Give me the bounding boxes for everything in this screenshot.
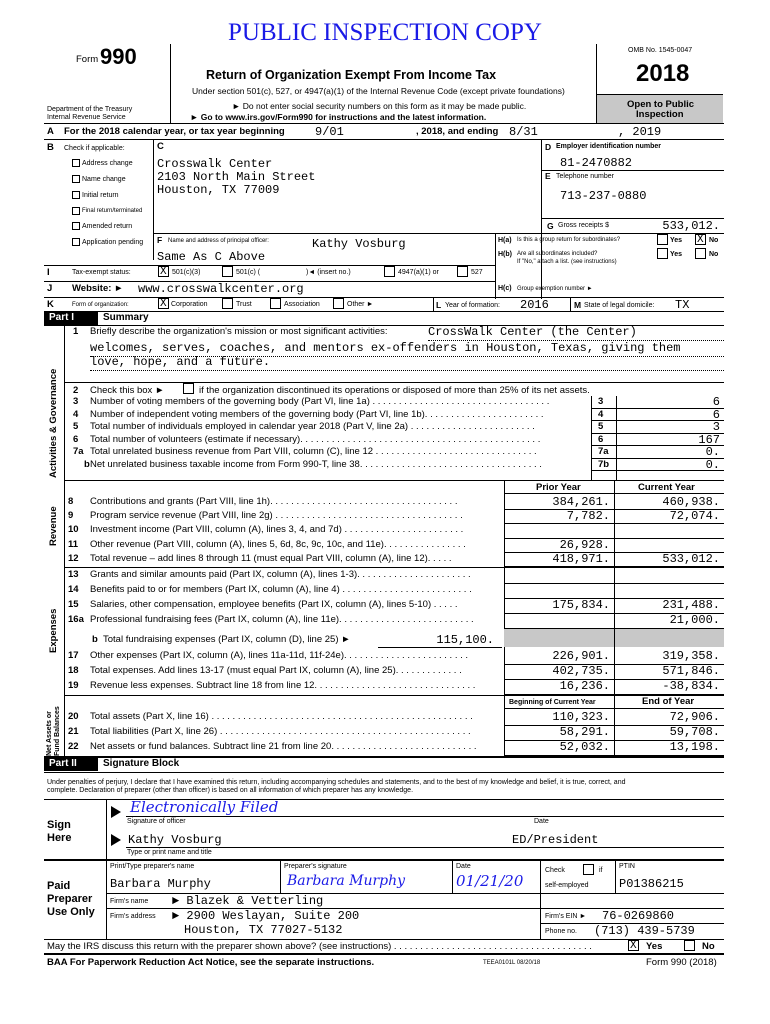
side-revenue: Revenue [48,506,59,546]
type-name-label: Type or print name and title [127,849,212,856]
omb-number: OMB No. 1545-0047 [628,47,693,54]
fin-line-text: Benefits paid to or for members (Part IX, column (A), line 4) . . . . . . . . . . . . . . . . . . . . . . . . . [90,585,472,595]
gov-line-value: 167 [698,432,720,447]
perjury-line-2: complete. Declaration of preparer (other than officer) is based on all information of which preparer has any knowledge. [47,787,414,794]
gov-line-text: Total number of volunteers (estimate if necessary). . . . . . . . . . . . . . . . . . . . . . . . . . . . . . . . . . . . . . . . . . . . . . [90,434,541,444]
line-f-text: Name and address of principal officer: [168,238,269,244]
baa-notice: BAA For Paperwork Reduction Act Notice, see the separate instructions. [47,957,375,968]
dept-irs: Internal Revenue Service [47,114,126,121]
trust-checkbox[interactable] [222,298,233,309]
current-year-header: Current Year [638,482,695,493]
form-code: TEEA0101L 08/20/18 [483,960,541,966]
527-checkbox[interactable] [457,266,468,277]
form-subtitle: Under section 501(c), 527, or 4947(a)(1) of the Internal Revenue Code (except private foundations) [192,86,565,96]
line16b-shaded-prior [504,629,614,647]
gov-line-value: 3 [712,420,720,434]
preparer-date-label: Date [456,863,471,870]
subordinates-yes-checkbox[interactable] [657,248,668,259]
firm-name: ► Blazek & Vetterling [172,894,324,908]
preparer-name: Barbara Murphy [110,877,211,891]
gov-line-text: Number of voting members of the governing body (Part VI, line 1a) . . . . . . . . . . . . . . . . . . . . . . . . . . . . . . . . . . [90,397,550,407]
sign-arrow-icon [111,806,121,818]
line-hb-text: Are all subordinates included? [517,251,598,257]
gov-line-text: Number of independent voting members of the governing body (Part VI, line 1b). . . . . . . . . . . . . . . . . . . . . . . [90,409,544,419]
fin-line-text: Other revenue (Part VIII, column (A), lines 5, 6d, 8c, 9c, 10c, and 11e). . . . . . . . . . . . . . . . [90,539,466,550]
discuss-no-checkbox[interactable] [684,940,695,951]
line-ha-text: Is this a group return for subordinates? [517,237,621,243]
ptin-label: PTIN [619,863,635,870]
line-b-label: B [47,142,54,153]
fin-line-current: 460,938. [662,495,720,509]
gov-line-text: Total unrelated business revenue from Part VIII, column (C), line 12 . . . . . . . . . . . . . . . . . . . . . . . . . . . . . . . [90,447,537,457]
check-label: Check [545,867,565,874]
fin-line-prior: 226,901. [552,649,610,663]
firm-phone-label: Phone no. [545,928,577,935]
notice-ssn: ► Do not enter social security numbers on this form as it may be made public. [232,101,527,111]
fin-line-current: 59,708. [669,725,720,739]
line-b-check: Check if applicable: [64,145,125,152]
subordinates-no-label: No [709,251,719,258]
form-footer: Form 990 (2018) [646,957,717,968]
self-employed-checkbox[interactable] [583,864,594,875]
fin-line-text: Total liabilities (Part X, line 26) . . . . . . . . . . . . . . . . . . . . . . . . . . . . . . . . . . . . . . . . . . . . . . . . [90,727,471,737]
firm-address-label: Firm's address [110,913,156,920]
name-change-checkbox[interactable] [72,175,80,183]
line16b-text: Total fundraising expenses (Part IX, column (D), line 25) ► [103,634,351,645]
firm-phone: (713) 439-5739 [594,924,695,938]
fin-line-num: 10 [68,524,79,536]
group-return-yes-checkbox[interactable] [657,234,668,245]
perjury-line-1: Under penalties of perjury, I declare that I have examined this return, including accompanying schedules and statements, and to the best of my knowledge and belief, it is true, correct, and [47,779,626,786]
fin-line-current: 13,198. [669,740,720,754]
501c-label: 501(c) ( [236,269,261,276]
fin-line-current: 533,012. [662,551,720,566]
notice-instructions: ► Go to www.irs.gov/Form990 for instructions and the latest information. [190,112,487,122]
fin-line-prior: 26,928. [559,537,610,552]
signature-of-officer-label: Signature of officer [127,818,186,825]
line-j-label: J [47,283,53,294]
application-pending-label: Application pending [82,239,144,246]
corporation-checkbox[interactable]: X [158,298,169,309]
fin-line-text: Total expenses. Add lines 13-17 (must equal Part IX, column (A), line 25). . . . . . . . . . . . . [90,666,462,676]
gov-line-num: 4 [73,408,79,420]
fin-line-prior: 175,834. [552,598,610,612]
line-e-text: Telephone number [556,173,614,180]
fin-line-text: Total assets (Part X, line 16) . . . . . . . . . . . . . . . . . . . . . . . . . . . . . . . . . . . . . . . . . . . . . . . . . . [90,712,473,722]
fin-line-current: 72,906. [669,710,720,724]
fin-line-num: 21 [68,726,79,737]
line-a-label: A [47,126,54,137]
final-return-checkbox[interactable] [72,207,80,215]
501c-checkbox[interactable] [222,266,233,277]
fin-line-current: -38,834. [662,679,720,693]
fin-line-num: 8 [68,496,74,507]
line-hb-note: If "No," attach a list. (see instructions) [517,259,617,265]
fin-line-prior: 58,291. [559,725,610,739]
officer-address: Same As C Above [157,250,266,264]
4947-label: 4947(a)(1) or [398,269,439,276]
fin-line-num: 13 [68,569,79,580]
501c3-checkbox[interactable]: X [158,266,169,277]
fin-line-prior: 7,782. [566,509,610,524]
fin-line-rule [504,523,724,524]
fin-line-num: 9 [68,510,74,522]
association-label: Association [284,301,320,308]
sign-date-label: Date [534,818,549,825]
boy-header: Beginning of Current Year [509,699,596,706]
501c3-label: 501(c)(3) [172,269,201,276]
line-e-label: E [545,171,551,181]
form-label: Form [76,54,99,65]
line-i-label: I [47,267,50,278]
4947-checkbox[interactable] [384,266,395,277]
line-a-mid: , 2018, and ending [416,126,499,137]
prior-year-header: Prior Year [536,482,581,493]
gov-line-text: Total number of individuals employed in calendar year 2018 (Part V, line 2a) . . . . . . . . . . . . . . . . . . . . . . . . [90,422,535,432]
if-label: if [599,867,603,874]
gov-line-value: 6 [712,395,720,409]
line-k-text: Form of organization: [72,302,129,308]
legal-domicile: TX [675,298,690,312]
gov-line-num: 6 [73,433,79,445]
discuss-yes-label: Yes [646,941,663,952]
line2-text-a: Check this box ► [90,385,165,396]
fin-line-text: Net assets or fund balances. Subtract line 21 from line 20. . . . . . . . . . . . . . . . . . . . . . . . . . . . [90,742,477,752]
fin-line-text: Contributions and grants (Part VIII, line 1h). . . . . . . . . . . . . . . . . . . . . . . . . . . . . . . . . . . . [90,497,458,507]
amended-return-checkbox[interactable] [72,222,80,230]
address-change-label: Address change [82,160,133,167]
amended-return-label: Amended return [82,223,133,230]
electronic-signature: Electronically Filed [130,798,279,816]
fin-line-text: Total revenue – add lines 8 through 11 (must equal Part VIII, column (A), line 12). . . . . [90,553,452,564]
gov-line-num: b [84,458,90,470]
line-d-label: D [545,142,552,152]
fin-line-text: Revenue less expenses. Subtract line 18 from line 12. . . . . . . . . . . . . . . . . . . . . . . . . . . . . . . [90,681,476,691]
line16b-num: b [92,634,98,645]
fin-line-num: 11 [68,538,79,550]
line-a-text: For the 2018 calendar year, or tax year beginning [64,126,285,137]
fin-line-num: 16a [68,614,84,625]
initial-return-checkbox[interactable] [72,191,80,199]
gov-line-box: 6 [598,433,604,445]
org-city: Houston, TX 77009 [157,183,280,197]
gov-line-box: 3 [598,396,604,407]
here-label: Here [47,832,72,844]
line-d-text: Employer identification number [556,143,662,150]
self-employed-label: self-employed [545,882,589,889]
fin-line-prior: 402,735. [552,664,610,678]
gov-line-num: 5 [73,421,79,432]
public-inspection-copy: PUBLIC INSPECTION COPY [228,19,542,46]
discontinued-checkbox[interactable] [183,383,194,394]
firm-name-label: Firm's name [110,898,149,905]
subordinates-no-checkbox[interactable] [695,248,706,259]
fin-line-current: 571,846. [662,664,720,678]
trust-label: Trust [236,301,252,308]
org-address: 2103 North Main Street [157,170,316,184]
open-inspection-2: Inspection [636,109,684,120]
part2-title: Signature Block [103,758,180,769]
preparer-signature-label: Preparer's signature [284,863,347,870]
preparer-date: 01/21/20 [456,872,524,890]
discuss-yes-checkbox[interactable]: X [628,940,639,951]
website[interactable]: www.crosswalkcenter.org [138,282,304,296]
line-l-text: Year of formation: [445,302,500,309]
insert-no-label: )◄ (insert no.) [306,269,351,276]
final-return-label: Final return/terminated [82,208,143,214]
gov-line-text: Net unrelated business taxable income from Form 990-T, line 38. . . . . . . . . . . . . . . . . . . . . . . . . . . . . . . . . . . [90,459,542,469]
line-f-label: F [157,235,163,245]
line-g-text: Gross receipts $ [558,222,609,229]
preparer-name-label: Print/Type preparer's name [110,863,195,870]
part1-label: Part I [49,312,75,323]
fin-line-current: 72,074. [669,509,720,524]
association-checkbox[interactable] [270,298,281,309]
open-inspection-1: Open to Public [627,99,695,110]
gov-line-rule [591,470,724,471]
fin-line-rule [504,583,724,584]
line-m-text: State of legal domicile: [584,302,655,309]
preparer-label: Preparer [47,893,93,905]
fin-line-num: 22 [68,741,79,752]
fin-line-text: Other expenses (Part IX, column (A), lines 11a-11d, 11f-24e). . . . . . . . . . . . . . . . . . . . . . . . [90,651,469,661]
side-activities-governance: Activities & Governance [48,368,59,478]
side-net-assets-1: Net Assets or [46,711,53,756]
side-expenses: Expenses [48,608,59,653]
eoy-header: End of Year [642,696,695,707]
line-c-label: C [157,141,164,152]
line-j-text: Website: ► [72,283,124,294]
firm-ein-label: Firm's EIN ► [545,913,587,920]
org-ein: 81-2470882 [560,156,633,170]
form-number: 990 [100,44,137,69]
side-net-assets-2: Fund Balances [54,706,61,756]
fin-line-text: Program service revenue (Part VIII, line 2g) . . . . . . . . . . . . . . . . . . . . . . . . . . . . . . . . . . . . [90,511,463,521]
line1-num: 1 [73,326,79,337]
address-change-checkbox[interactable] [72,159,80,167]
fin-line-current: 21,000. [669,613,720,627]
gov-line-num: 7a [73,446,84,457]
form-title: Return of Organization Exempt From Income Tax [206,68,497,82]
line2-text-b: if the organization discontinued its operations or disposed of more than 25% of its net assets. [199,385,590,396]
use-only-label: Use Only [47,906,95,918]
paid-label: Paid [47,880,71,892]
officer-title: ED/President [512,833,599,847]
tax-year: 2018 [636,60,690,87]
group-return-no-label: No [709,237,719,244]
gov-line-box: 4 [598,408,604,420]
fin-line-text: Salaries, other compensation, employee benefits (Part IX, column (A), lines 5-10) . . . . . [90,600,458,610]
year-of-formation: 2016 [520,298,549,312]
line1-text: Briefly describe the organization's mission or most significant activities: [90,326,388,337]
line-i-text: Tax-exempt status: [72,269,131,276]
mission-line-2: welcomes, serves, coaches, and mentors ex-offenders in Houston, Texas, giving them [90,341,681,355]
discuss-no-label: No [702,941,715,952]
dept-treasury: Department of the Treasury [47,106,133,113]
subordinates-yes-label: Yes [670,251,683,258]
total-fundraising-expenses: 115,100. [436,633,494,647]
name-change-label: Name change [82,176,126,183]
name-arrow-icon [111,834,121,846]
fin-line-prior: 384,261. [552,495,610,509]
gov-line-num: 3 [73,396,79,407]
part1-title: Summary [103,312,149,323]
firm-address-2: Houston, TX 77027-5132 [184,923,343,937]
fin-line-text: Professional fundraising fees (Part IX, column (A), line 11e). . . . . . . . . . . . . . . . . . . . . . . . . . [90,615,474,625]
org-phone: 713-237-0880 [560,189,647,203]
preparer-signature: Barbara Murphy [287,873,406,889]
gov-line-box: 7a [598,446,609,457]
line-hc-label: H(c) [498,285,512,292]
fin-line-current: 319,358. [662,649,720,663]
other-org-label: Other ► [347,301,374,308]
line2-num: 2 [73,385,79,396]
fin-line-text: Grants and similar amounts paid (Part IX, column (A), lines 1-3). . . . . . . . . . . . . . . . . . . . . . [90,570,471,580]
tax-year-begin: 9/01 [315,125,344,139]
fin-line-num: 19 [68,680,79,691]
fin-line-num: 15 [68,599,79,610]
line-hb-label: H(b) [498,251,512,258]
fin-line-num: 17 [68,650,79,661]
line-hc-text: Group exemption number ► [517,286,593,292]
fin-line-num: 14 [68,584,79,595]
group-return-yes-label: Yes [670,237,683,244]
mission-line-3: love, hope, and a future. [90,355,271,369]
irs-discuss-text: May the IRS discuss this return with the preparer shown above? (see instructions) . . . . . . . . . . . . . . . . . . . . . . . . . . . . . . . . . . . . . . [47,941,592,952]
gov-line-box: 7b [598,458,610,470]
line-l-label: L [436,300,442,310]
fin-line-num: 20 [68,711,79,722]
sign-label: Sign [47,819,71,831]
corporation-label: Corporation [171,301,208,308]
officer-name: Kathy Vosburg [128,833,222,847]
firm-ein: 76-0269860 [602,909,675,923]
gov-line-value: 0. [705,457,720,472]
other-org-checkbox[interactable] [333,298,344,309]
line-m-label: M [574,300,582,310]
gross-receipts: 533,012. [662,219,720,233]
gov-line-value: 6 [712,407,720,422]
tax-year-end-year: , 2019 [618,125,662,139]
mission-line-1: CrossWalk Center (the Center) [428,325,637,339]
fin-line-prior: 110,323. [552,710,610,724]
line-ha-label: H(a) [498,237,512,244]
fin-line-num: 18 [68,665,79,676]
line-g-label: G [547,221,554,231]
fin-line-text: Investment income (Part VIII, column (A), lines 3, 4, and 7d) . . . . . . . . . . . . . . . . . . . . . . . [90,525,464,535]
gov-line-value: 0. [705,445,720,459]
fin-line-prior: 418,971. [552,551,610,566]
fin-line-prior: 16,236. [559,679,610,693]
line16b-shaded-current [615,629,724,647]
527-label: 527 [471,269,483,276]
tax-year-end: 8/31 [509,125,538,139]
initial-return-label: Initial return [82,192,119,199]
preparer-ptin: P01386215 [619,877,684,891]
firm-address-1: ► 2900 Weslayan, Suite 200 [172,909,360,923]
group-return-no-checkbox[interactable]: X [695,234,706,245]
application-pending-checkbox[interactable] [72,238,80,246]
part2-label: Part II [49,758,77,769]
fin-line-prior: 52,032. [559,740,610,754]
principal-officer: Kathy Vosburg [312,237,406,251]
fin-line-num: 12 [68,552,79,564]
fin-line-current: 231,488. [662,598,720,612]
gov-line-box: 5 [598,421,604,432]
org-name: Crosswalk Center [157,157,273,171]
line-k-label: K [47,299,54,310]
